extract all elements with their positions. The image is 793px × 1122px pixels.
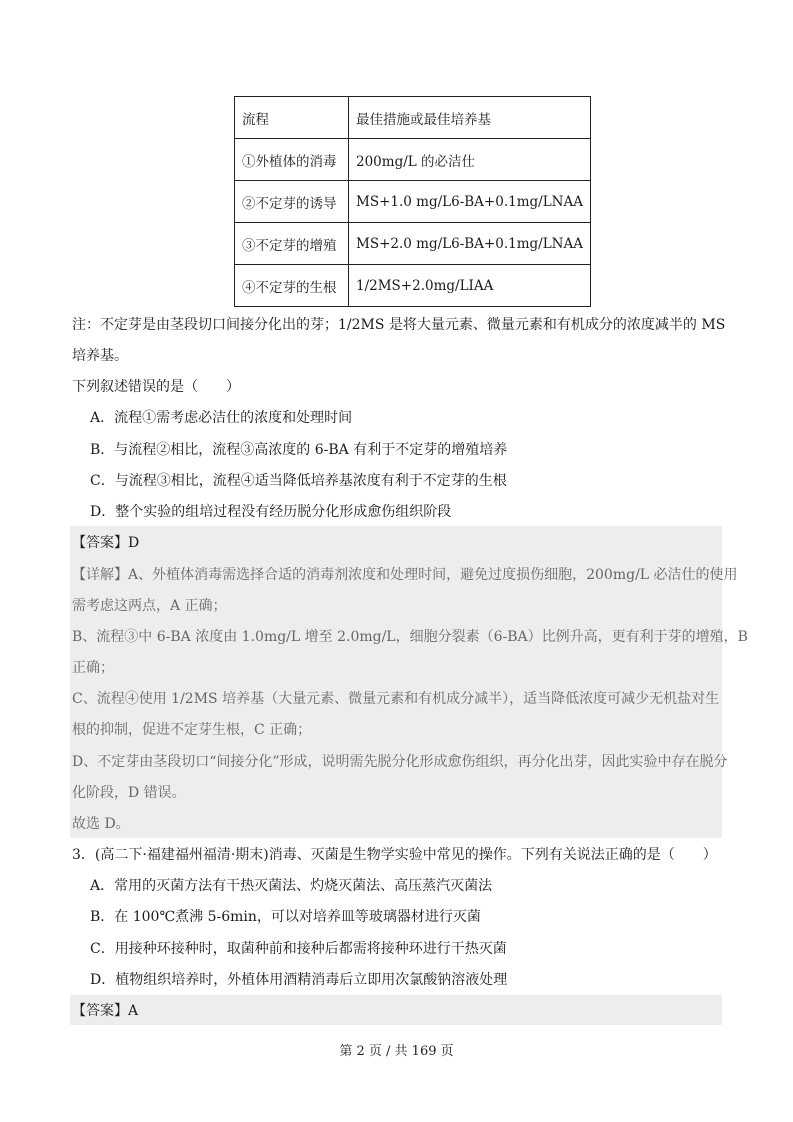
option-c: C．与流程③相比，流程④适当降低培养基浓度有利于不定芽的生根: [90, 473, 507, 489]
table-cell: ③不定芽的增殖: [235, 223, 349, 265]
table-header-cell: 最佳措施或最佳培养基: [349, 97, 591, 139]
question-stem: 下列叙述错误的是（ ）: [72, 379, 240, 395]
table-cell: 200mg/L 的必洁仕: [349, 139, 591, 181]
table-cell: ①外植体的消毒: [235, 139, 349, 181]
explanation-line: C、流程④使用 1/2MS 培养基（大量元素、微量元素和有机成分减半），适当降低浓度可减少无机盐对生: [72, 691, 720, 707]
table-row: [235, 265, 591, 307]
table-cell: ④不定芽的生根: [235, 265, 349, 307]
page-footer: 第 2 页 / 共 169 页: [339, 1044, 454, 1059]
note-line: 培养基。: [72, 348, 128, 364]
note-line: 注：不定芽是由茎段切口间接分化出的芽；1/2MS 是将大量元素、微量元素和有机成分的浓度减半的 MS: [72, 317, 726, 333]
question-stem: 3．(高二下·福建福州福清·期末)消毒、灭菌是生物学实验中常见的操作。下列有关说法正确的是（ ）: [72, 847, 717, 863]
explanation-line: 故选 D。: [72, 816, 130, 832]
table-row: [235, 181, 591, 223]
table-header-cell: 流程: [235, 97, 349, 139]
explanation-line: 化阶段，D 错误。: [72, 785, 186, 801]
explanation-line: 正确；: [72, 660, 114, 676]
table-cell: 1/2MS+2.0mg/LIAA: [349, 265, 591, 307]
table-row: [235, 139, 591, 181]
table-row: [235, 223, 591, 265]
option-d: D．植物组织培养时，外植体用酒精消毒后立即用次氯酸钠溶液处理: [90, 972, 508, 988]
process-table: [234, 96, 591, 307]
option-b: B．在 100℃煮沸 5-6min，可以对培养皿等玻璃器材进行灭菌: [90, 909, 481, 925]
table-cell: MS+2.0 mg/L6-BA+0.1mg/LNAA: [349, 223, 591, 265]
option-a: A．流程①需考虑必洁仕的浓度和处理时间: [90, 410, 353, 426]
answer-label: 【答案】D: [72, 535, 140, 551]
explanation-line: 【详解】A、外植体消毒需选择合适的消毒剂浓度和处理时间，避免过度损伤细胞，200mg/L 必洁仕的使用: [72, 567, 738, 583]
explanation-line: D、不定芽由茎段切口“间接分化”形成，说明需先脱分化形成愈伤组织，再分化出芽，因此实验中存在脱分: [72, 754, 728, 770]
table-cell: MS+1.0 mg/L6-BA+0.1mg/LNAA: [349, 181, 591, 223]
option-b: B．与流程②相比，流程③高浓度的 6-BA 有利于不定芽的增殖培养: [90, 442, 508, 458]
explanation-line: 根的抑制，促进不定芽生根，C 正确；: [72, 722, 312, 738]
table-cell: ②不定芽的诱导: [235, 181, 349, 223]
answer-box: [70, 995, 722, 1025]
option-a: A．常用的灭菌方法有干热灭菌法、灼烧灭菌法、高压蒸汽灭菌法: [90, 878, 493, 894]
answer-label: 【答案】A: [72, 1003, 139, 1019]
explanation-line: 需考虑这两点，A 正确；: [72, 598, 227, 614]
table-header-row: [235, 97, 591, 139]
option-c: C．用接种环接种时，取菌种前和接种后都需将接种环进行干热灭菌: [90, 941, 507, 957]
explanation-line: B、流程③中 6-BA 浓度由 1.0mg/L 增至 2.0mg/L，细胞分裂素（6-BA）比例升高，更有利于芽的增殖，B: [72, 629, 748, 645]
option-d: D．整个实验的组培过程没有经历脱分化形成愈伤组织阶段: [90, 504, 452, 520]
